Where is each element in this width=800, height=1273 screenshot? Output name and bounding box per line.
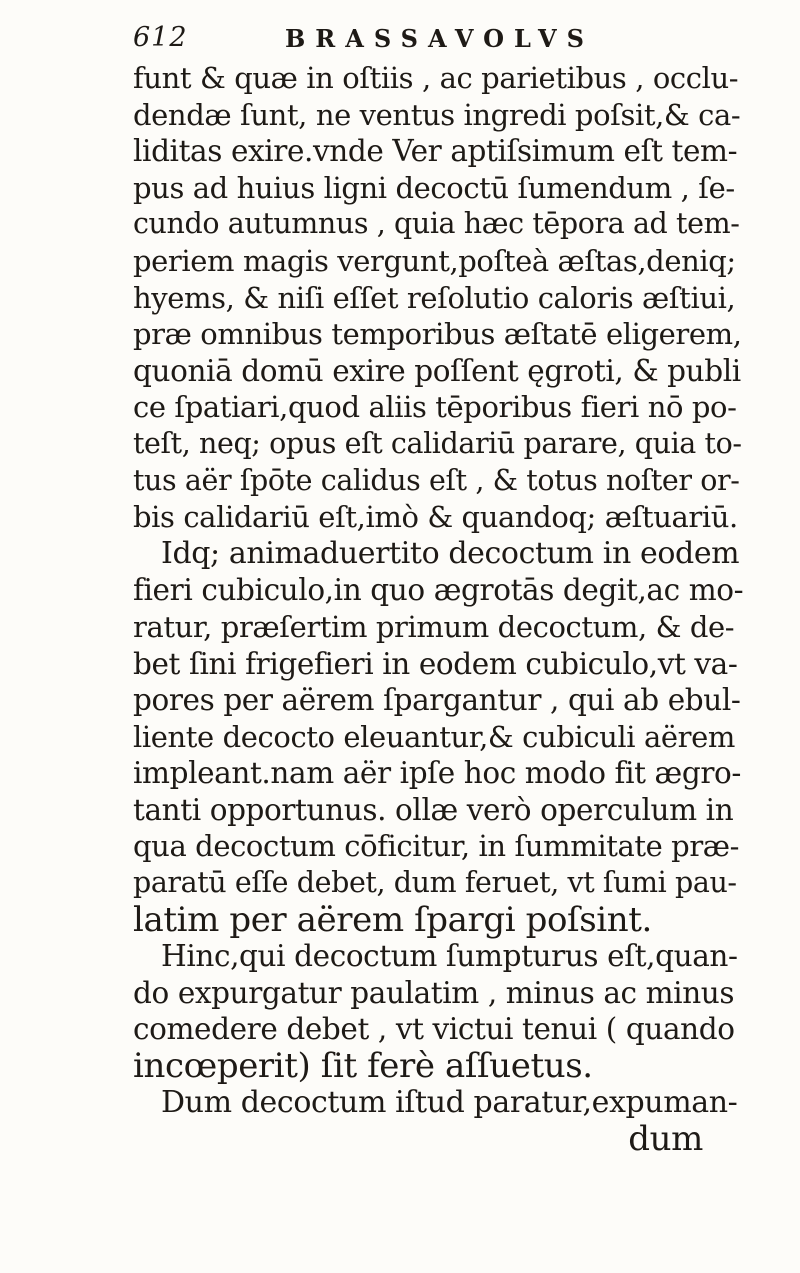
text-line: latim per aërem ſpargi poſsint. [133, 899, 652, 940]
body-text [133, 60, 743, 1158]
text-line: tanti opportunus. ollæ verò operculum in [133, 792, 734, 827]
text-line: fieri cubiculo,in quo ægrotās degit,ac mo- [133, 573, 744, 608]
text-line: do expurgatur paulatim , minus ac minus [133, 975, 735, 1010]
text-line: periem magis vergunt,poſteà æſtas,deniq; [133, 243, 736, 278]
text-line: incœperit) ſit ferè aſſuetus. [133, 1046, 593, 1087]
text-line: pores per aërem ſpargantur , qui ab ebul- [133, 683, 741, 718]
text-line: præ omnibus temporibus æſtatē eligerem, [133, 317, 742, 352]
text-line: bet ſini frigefieri in eodem cubiculo,vt va- [133, 646, 738, 681]
text-line: hyems, & niſi eſſet reſolutio caloris æſtiui, [133, 280, 736, 315]
text-line: teſt, neq; opus eſt calidariū parare, quia to- [133, 426, 742, 460]
text-line: Hinc,qui decoctum ſumpturus eſt,quan- [161, 939, 738, 974]
text-line: qua decoctum cōficitur, in ſummitate præ- [133, 829, 740, 864]
text-line: paratū eſſe debet, dum feruet, vt ſumi pau- [133, 866, 737, 900]
text-line: Dum decoctum iſtud paratur,expuman- [161, 1084, 738, 1120]
text-line: impleant.nam aër ipſe hoc modo fit ægro- [133, 756, 741, 791]
text-line: dum [628, 1119, 703, 1160]
text-line: ratur, præſertim primum decoctum, & de- [133, 609, 735, 644]
text-line: quoniā domū exire poſſent ęgroti, & publi [133, 353, 741, 388]
text-line: liente decocto eleuantur,& cubiculi aërem [133, 719, 735, 754]
text-line: dendæ ſunt, ne ventus ingredi poſsit,& ca- [133, 97, 741, 132]
page-number: 612 [133, 22, 188, 53]
text-line: tus aër ſpōte calidus eſt , & totus noſter or- [133, 463, 740, 497]
running-head: BRASSAVOLVS [285, 24, 594, 53]
text-line: Idq; animaduertito decoctum in eodem [161, 535, 740, 571]
text-line: ce ſpatiari,quod aliis tēporibus fieri nō po- [133, 390, 737, 425]
text-line: bis calidariū eſt,imò & quandoq; æſtuariū. [133, 500, 738, 535]
text-line: funt & quæ in oſtiis , ac parietibus , occlu- [133, 61, 739, 95]
page-header [133, 22, 733, 62]
text-line: liditas exire.vnde Ver aptiſsimum eſt tem- [133, 134, 738, 169]
text-line: cundo autumnus , quia hæc tēpora ad tem- [133, 207, 740, 241]
text-line: comedere debet , vt victui tenui ( quando [133, 1012, 735, 1047]
text-line: pus ad huius ligni decoctū ſumendum , ſe- [133, 170, 735, 205]
